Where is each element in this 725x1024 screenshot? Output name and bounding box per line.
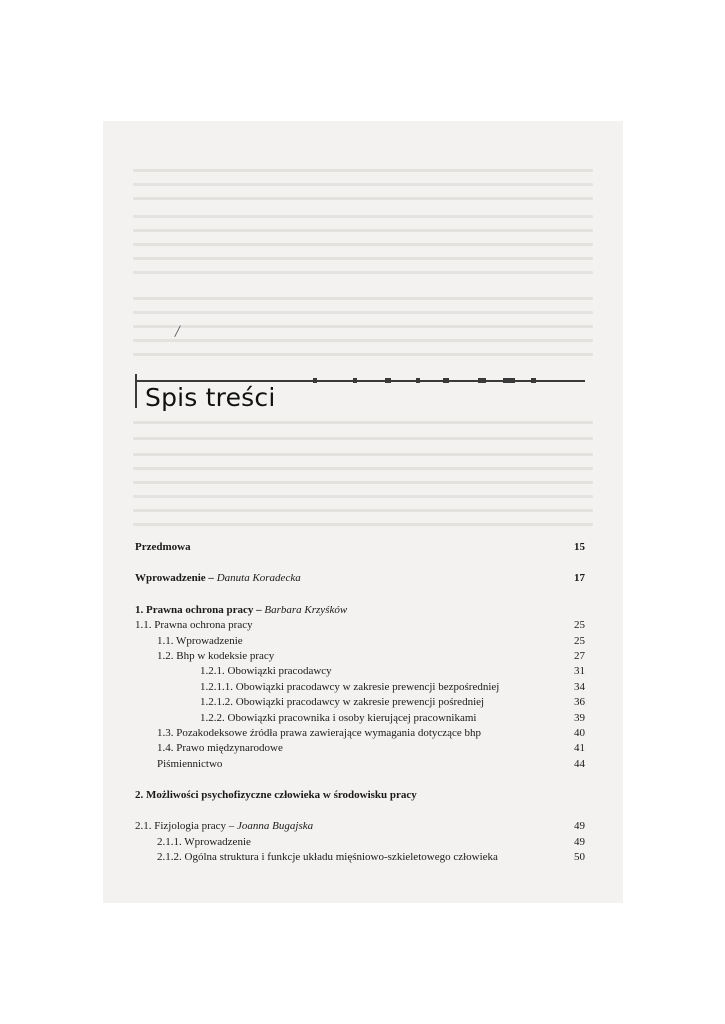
toc-entry-title <box>157 634 243 649</box>
toc-entry-title <box>135 618 253 633</box>
toc-entry-text: 1.2.2. Obowiązki pracownika i osoby kierującej pracownikami <box>200 711 477 724</box>
toc-entry-title <box>135 540 191 555</box>
toc-entry-text: 2.1.2. Ogólna struktura i funkcje układu mięśniowo-szkieletowego człowieka <box>157 851 498 864</box>
toc-entry-text: Piśmiennictwo <box>157 757 223 770</box>
toc-entry <box>135 695 585 710</box>
toc-entry <box>135 711 585 726</box>
heading-rule <box>135 380 585 382</box>
toc-entry-page: 49 <box>574 820 585 833</box>
toc-entry-page: 31 <box>574 665 585 678</box>
toc-entry-text: Wprowadzenie – <box>135 572 217 585</box>
scanned-page <box>103 121 623 903</box>
toc-entry-page: 41 <box>574 742 585 755</box>
pen-mark: / <box>173 320 182 342</box>
toc-entry-author: Barbara Krzyśków <box>264 603 348 616</box>
toc-entry <box>135 788 585 803</box>
toc-entry-page: 50 <box>574 851 585 864</box>
toc-entry-title <box>157 835 251 850</box>
toc-entry-text: 1.4. Prawo międzynarodowe <box>157 742 283 755</box>
toc-entry-title <box>200 695 484 710</box>
toc-entry-title <box>157 850 498 865</box>
toc-entry <box>135 664 585 679</box>
toc-entry-page: 15 <box>574 541 585 553</box>
toc-entry-page: 36 <box>574 696 585 709</box>
toc-entry-title <box>200 711 476 726</box>
toc-entry-title <box>157 649 274 664</box>
toc-entry-page: 25 <box>574 619 585 632</box>
toc-entry <box>135 603 585 618</box>
toc-entry-page: 34 <box>574 680 585 693</box>
toc-entry-text: 1.3. Pozakodeksowe źródła prawa zawierające wymagania dotyczące bhp <box>157 726 482 739</box>
toc-entry <box>135 835 585 850</box>
toc-entry-title <box>200 680 499 695</box>
toc-entry-text: 1.1. Wprowadzenie <box>157 634 243 647</box>
table-of-contents <box>135 540 585 866</box>
toc-entry <box>135 634 585 649</box>
toc-entry-page: 39 <box>574 711 585 724</box>
toc-entry-title <box>157 757 222 772</box>
toc-entry-text: 1.1. Prawna ochrona pracy <box>135 619 253 632</box>
toc-entry-text: 1.2.1. Obowiązki pracodawcy <box>200 665 332 678</box>
toc-entry <box>135 741 585 756</box>
toc-entry-text: 2.1. Fizjologia pracy – <box>135 820 238 833</box>
toc-entry-page: 40 <box>574 726 585 739</box>
toc-entry-text: 1.2. Bhp w kodeksie pracy <box>157 649 275 662</box>
toc-entry-title <box>157 741 283 756</box>
rule-mark <box>313 378 317 383</box>
toc-entry-page: 25 <box>574 634 585 647</box>
toc-entry-author: Danuta Koradecka <box>216 572 301 585</box>
toc-entry-title <box>157 726 481 741</box>
toc-entry <box>135 680 585 695</box>
page-title: Spis treści <box>145 383 276 412</box>
toc-entry <box>135 726 585 741</box>
toc-entry <box>135 618 585 633</box>
toc-entry-text: 1.2.1.1. Obowiązki pracodawcy w zakresie prewencji bezpośredniej <box>200 680 500 693</box>
toc-entry-title <box>135 819 313 834</box>
toc-entry <box>135 649 585 664</box>
toc-entry-title <box>200 664 332 679</box>
rule-mark <box>503 378 515 383</box>
toc-entry-title <box>135 603 347 618</box>
toc-entry <box>135 757 585 772</box>
rule-mark <box>416 378 420 383</box>
toc-entry-page: 17 <box>574 572 585 585</box>
toc-entry <box>135 540 585 555</box>
toc-entry <box>135 850 585 865</box>
rule-mark <box>443 378 449 383</box>
toc-entry-author: Joanna Bugajska <box>237 820 314 833</box>
toc-entry-title <box>135 788 417 803</box>
toc-entry-text: 2.1.1. Wprowadzenie <box>157 835 251 848</box>
toc-entry-text: 1. Prawna ochrona pracy – <box>135 603 265 616</box>
rule-mark <box>478 378 486 383</box>
toc-entry-page: 27 <box>574 649 585 662</box>
rule-mark <box>353 378 357 383</box>
toc-entry <box>135 571 585 586</box>
toc-entry-page: 44 <box>574 757 585 770</box>
toc-entry-text: Przedmowa <box>135 541 191 553</box>
toc-entry-text: 1.2.1.2. Obowiązki pracodawcy w zakresie prewencji pośredniej <box>200 696 485 709</box>
rule-mark <box>531 378 536 383</box>
toc-entry-title <box>135 571 301 586</box>
rule-mark <box>385 378 391 383</box>
toc-entry-page: 49 <box>574 835 585 848</box>
toc-entry <box>135 819 585 834</box>
toc-entry-text: 2. Możliwości psychofizyczne człowieka w środowisku pracy <box>135 789 417 802</box>
